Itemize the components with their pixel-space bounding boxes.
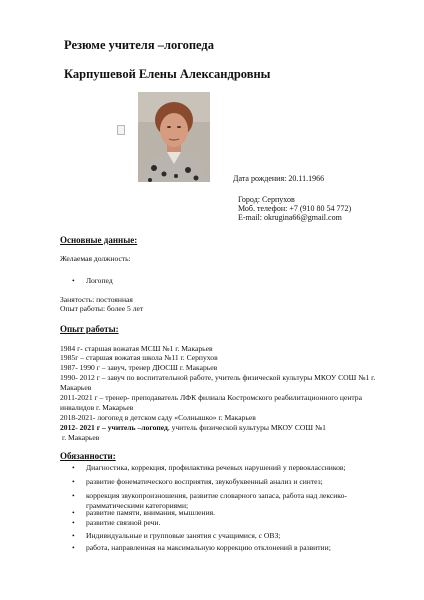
bullet-dot-icon: •: [72, 477, 75, 486]
duty-item: • коррекция звукопроизношения, развитие словарного запаса, работа над лексико-грамматическими категориями;: [72, 491, 347, 510]
phone: Моб. телефон: +7 (910 80 54 772): [238, 204, 352, 213]
duty-item: • развитие фонематического восприятия, звукобуквенный анализ и синтез;: [72, 477, 323, 486]
bullet-dot-icon: •: [72, 508, 75, 517]
duty-item: • развитие связной речи.: [72, 518, 161, 527]
bullet-dot-icon: •: [72, 543, 75, 552]
work-entry-current: [60, 423, 390, 433]
position-item: • Логопед: [72, 276, 113, 285]
bullet-dot-icon: •: [72, 463, 75, 472]
bullet-dot-icon: •: [72, 518, 75, 527]
image-anchor-icon: [117, 125, 125, 135]
experience: Опыт работы: более 5 лет: [60, 304, 144, 313]
resume-name: Карпушевой Елены Александровны: [64, 67, 271, 81]
work-entry: 1987- 1990 г – завуч, тренер ДЮСШ г. Макарьев: [60, 363, 218, 372]
work-entry: 1990- 2012 г – завуч по воспитательной работе, учитель физической культуры МКОУ СОШ №1 г. Макарьев: [60, 373, 376, 392]
duty-item: • Индивидуальные и групповые занятия с учащимися, с ОВЗ;: [72, 531, 281, 540]
work-entry-current-bold: 2012- 2021 г – учитель –логопед: [60, 423, 168, 432]
work-entry-current-line2: г. Макарьев: [62, 433, 100, 442]
work-entry: 1984 г- старшая вожатая МСШ №1 г. Макарьев: [60, 344, 213, 353]
work-entry-current-rest: , учитель физической культуры МКОУ СОШ №1: [167, 423, 326, 432]
work-heading: Опыт работы:: [60, 324, 119, 334]
duty-item: • развитие памяти, внимания, мышления.: [72, 508, 216, 517]
work-entry: 2011-2021 г – тренер- преподаватель ЛФК филиала Костромского реабилитационного центра инвалидов г. Макарьев: [60, 393, 362, 412]
portrait-photo: [138, 92, 210, 182]
bullet-dot-icon: •: [72, 276, 75, 285]
city: Город: Серпухов: [238, 195, 295, 204]
portrait-photo-icon: [138, 92, 210, 182]
resume-title: Резюме учителя –логопеда: [64, 38, 214, 52]
desired-position-label: Желаемая должность:: [60, 254, 131, 263]
employment: Занятость: постоянная: [60, 295, 133, 304]
duties-heading: Обязанности:: [60, 451, 116, 461]
work-entry: 2018-2021- логопед в детском саду «Солнышко» г. Макарьев: [60, 413, 256, 422]
duty-item: • работа, направленная на максимальную коррекцию отклонений в развитии;: [72, 543, 331, 552]
duty-item: • Диагностика, коррекция, профилактика речевых нарушений у первоклассников;: [72, 463, 346, 472]
bullet-dot-icon: •: [72, 491, 75, 500]
birth-date: Дата рождения: 20.11.1966: [233, 174, 325, 183]
bullet-dot-icon: •: [72, 531, 75, 540]
email: E-mail: okrugina66@gmail.com: [238, 213, 342, 222]
basic-heading: Основные данные:: [60, 235, 138, 245]
work-entry: 1985г – старшая вожатая школа №11 г. Серпухов: [60, 353, 218, 362]
